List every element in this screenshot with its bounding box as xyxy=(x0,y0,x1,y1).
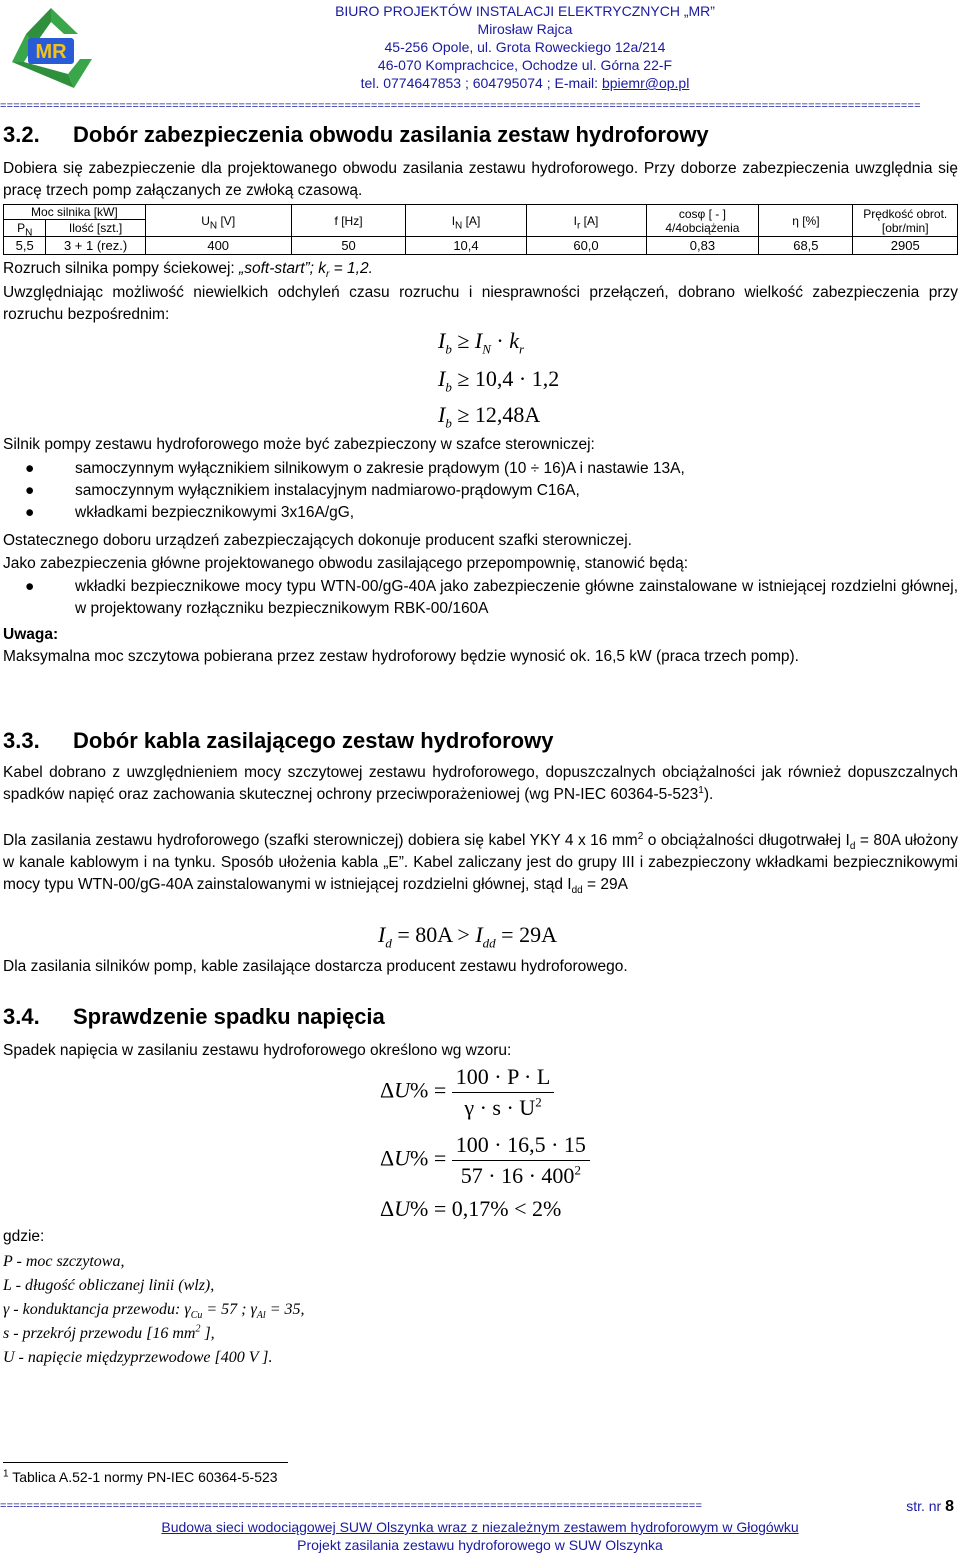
th-cos: cosφ [ - ] 4/4obciążenia xyxy=(646,205,759,237)
th-pn: $P_N$ xyxy=(4,220,46,237)
company-name: BIURO PROJEKTÓW INSTALACJI ELEKTRYCZNYCH „MR” xyxy=(335,3,715,19)
gdzie-label: gdzie: xyxy=(3,1228,45,1245)
eq-ib-3: $I_b \ge 12,48A$ xyxy=(438,402,541,431)
table-row: 5,5 3 + 1 (rez.) 400 50 10,4 60,0 0,83 68,5 2905 xyxy=(4,237,958,255)
s32-intro: Dobiera się zabezpieczenie dla projektowanego obwodu zasilania zestawu hydroforowego. Przy doborze zabezpieczenia uwzględnia się pracę trzech pomp załączanych ze zwłoką czasową. xyxy=(3,160,958,199)
th-ilosc: Ilość [szt.] xyxy=(46,220,145,237)
th-un: $U_N$ [V] xyxy=(145,205,291,237)
company-logo xyxy=(6,4,96,94)
page-number: str. nr 8 xyxy=(906,1498,954,1515)
formula-du-1: ΔU% = $\frac{100 \cdot P \cdot L}{\gamma \cdot s \cdot U^2}$ xyxy=(380,1062,554,1123)
formula-du-2: ΔU% = $\frac{100 \cdot 16,5 \cdot 15}{57 \cdot 16 \cdot 400^2}$ xyxy=(380,1130,590,1191)
s32-silnik: Silnik pompy zestawu hydroforowego może być zabezpieczony w szafce sterowniczej: xyxy=(3,436,595,453)
footer-project-title[interactable]: Budowa sieci wodociągowej SUW Olszynka wraz z niezależnym zestawem hydroforowym w Głogówku xyxy=(161,1519,799,1535)
list-item: ● samoczynnym wyłącznikiem instalacyjnym nadmiarowo-prądowym C16A, xyxy=(25,482,580,499)
footer xyxy=(0,1518,960,1554)
contact-line: tel. 0774647853 ; 604795074 ; E-mail: bpiemr@op.pl xyxy=(360,75,690,91)
list-item: ● wkładkami bezpiecznikowymi 3x16A/gG, xyxy=(25,504,355,521)
th-ir: $I_r$ [A] xyxy=(526,205,646,237)
owner-name: Mirosław Rajca xyxy=(477,21,573,37)
eq-id: $I_d = 80A > I_{dd} = 29A$ xyxy=(378,922,557,951)
s34-p1: Spadek napięcia w zasilaniu zestawu hydroforowego określono wg wzoru: xyxy=(3,1042,512,1059)
th-eta: η [%] xyxy=(759,205,853,237)
legend-gamma: γ - konduktancja przewodu: $\gamma_{Cu} = 57$ ; $\gamma_{Al} = 35$, xyxy=(3,1301,305,1322)
th-in: $I_N$ [A] xyxy=(406,205,526,237)
email-link[interactable]: bpiemr@op.pl xyxy=(601,75,690,91)
th-moc: Moc silnika [kW] xyxy=(4,205,146,220)
list-item: ● samoczynnym wyłącznikiem silnikowym o zakresie prądowym (10 ÷ 16)A i nastawie 13A, xyxy=(25,460,685,477)
footer-subtitle: Projekt zasilania zestawu hydroforowego w SUW Olszynka xyxy=(297,1537,663,1553)
formula-du-3: ΔU% = 0,17% < 2% xyxy=(380,1196,562,1221)
eq-ib-1: $I_b \ge I_N \cdot k_r$ xyxy=(438,328,525,357)
s32-maksymalna: Maksymalna moc szczytowa pobierana przez zestaw hydroforowy będzie wynosić ok. 16,5 kW (praca trzech pomp). xyxy=(3,648,799,665)
letterhead xyxy=(190,2,860,92)
th-f: f [Hz] xyxy=(291,205,406,237)
main-protection-list xyxy=(3,576,958,620)
address-1: 45-256 Opole, ul. Grota Roweckiego 12a/214 xyxy=(384,39,666,55)
eq-ib-2: $I_b \ge 10,4 \cdot 1,2$ xyxy=(438,366,560,395)
footnote: $^1$ Tablica A.52-1 normy PN-IEC 60364-5-523 xyxy=(3,1468,278,1485)
protection-list xyxy=(3,458,958,524)
s33-p3: Dla zasilania silników pomp, kable zasilające dostarcza producent zestawu hydroforowego. xyxy=(3,958,628,975)
footer-separator: ========================================================================================================== xyxy=(0,1500,703,1512)
header-separator: =========================================================================================================================================== xyxy=(0,100,921,112)
section-3-4-heading: 3.4. Sprawdzenie spadku napięcia xyxy=(3,1004,385,1029)
s32-ostatecznego: Ostatecznego doboru urządzeń zabezpieczających dokonuje producent szafki sterowniczej. xyxy=(3,532,632,549)
s32-jako: Jako zabezpieczenia główne projektowanego obwodu zasilającego przepompownię, stanowić będą: xyxy=(3,555,689,572)
legend-s: s - przekrój przewodu [16 $mm^2$ ], xyxy=(3,1323,215,1342)
s33-p2: Dla zasilania zestawu hydroforowego (szafki sterowniczej) dobiera się kabel YKY 4 x 16 $mm^2$ o obciążalności długotrwałej $I_d = 80A$ ułożony w kanale kablowym i na tynku. Sposób ułożenia kabla „E”. Kabel zaliczany jest do grupy III i zabezpieczony wkładkami bezpiecznikowymi mocy typu WTN-00/gG-40A zainstalowanymi w istniejącej rozdzielni głównej, stąd $I_{dd} = 29A$ xyxy=(3,830,959,897)
motor-table xyxy=(3,204,958,255)
legend-u: U - napięcie międzyprzewodowe [400 V ]. xyxy=(3,1349,273,1366)
legend-p: P - moc szczytowa, xyxy=(3,1253,125,1270)
s33-p1: Kabel dobrano z uwzględnieniem mocy szczytowej zestawu hydroforowego, dopuszczalnych obciążalności jak również dopuszczalnych spadków napięć oraz zachowania skutecznej ochrony przeciwporażeniowej (wg PN-IEC $60364-5-523^1$). xyxy=(3,764,958,803)
section-3-3-heading: 3.3. Dobór kabla zasilającego zestaw hydroforowy xyxy=(3,728,554,753)
section-3-2-heading: 3.2. Dobór zabezpieczenia obwodu zasilania zestaw hydroforowy xyxy=(3,122,709,147)
th-obr: Prędkość obrot. [obr/min] xyxy=(853,205,958,237)
rozruch-line: Rozruch silnika pompy ściekowej: „soft-start”; $k_r = 1,2$. xyxy=(3,260,373,281)
legend-l: L - długość obliczanej linii (wlz), xyxy=(3,1277,215,1294)
s32-uwzgledniajac: Uwzględniając możliwość niewielkich odchyleń czasu rozruchu i niesprawności przełączeń, dobrano wielkość zabezpieczenia przy rozruchu bezpośrednim: xyxy=(3,284,958,323)
list-item: ● wkładki bezpiecznikowe mocy typu WTN-00/gG-40A jako zabezpieczenie główne zainstalowane w istniejącej rozdzielni głównej, w projektowany rozłączniku bezpiecznikowym RBK-00/160A xyxy=(25,578,958,617)
address-2: 46-070 Komprachcice, Ochodze ul. Górna 22-F xyxy=(377,57,673,73)
footnote-rule xyxy=(3,1462,288,1463)
uwaga-label: Uwaga: xyxy=(3,626,59,643)
logo-text: MR xyxy=(35,41,67,63)
